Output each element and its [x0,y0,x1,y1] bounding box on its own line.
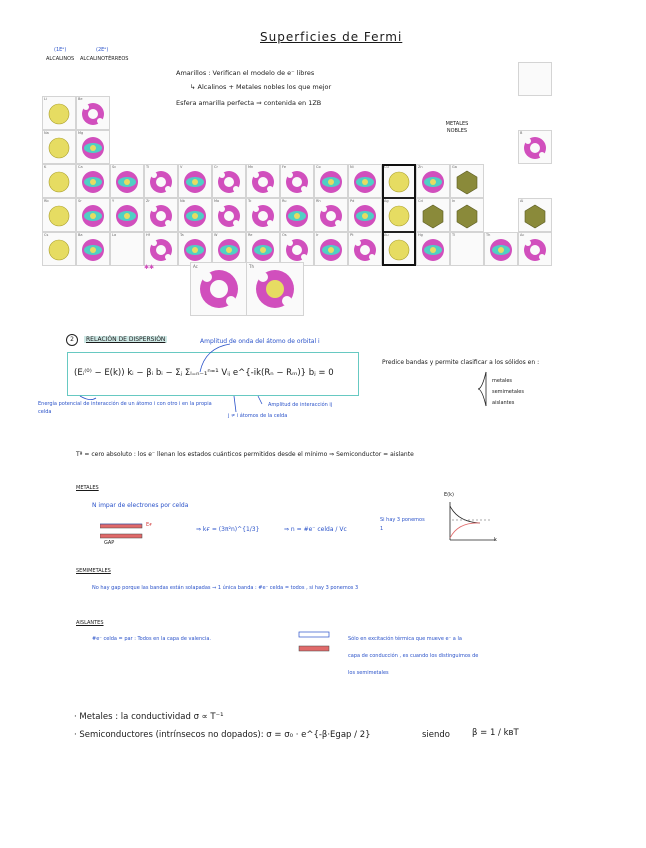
class-metales: metales [492,378,513,384]
element-symbol: Hf [146,233,150,237]
annotation-energia-potencial: Energía potencial de interacción de un átomo i con otro i en la propia celda [38,401,212,415]
band-diagram-insulator [298,630,332,654]
group2-name: ALCALINOTÉRREOS [80,56,129,62]
element-symbol: Y [112,199,115,203]
t0-statement: Tª = cero absoluto : los e⁻ llenan los estados cuánticos permitidos desde el mínimo ⇒ Semiconductor = aislante [76,451,414,458]
aislantes-heading: AISLANTES [76,620,104,626]
element-symbol: Ca [78,165,83,169]
ek-graph [440,496,500,546]
element-symbol: Mg [78,131,84,135]
element-symbol: Ta [180,233,184,237]
element-symbol: Cs [44,233,49,237]
element-symbol: Ac [193,264,198,269]
element-symbol: W [214,233,218,237]
element-symbol: Mo [214,199,220,203]
note-alcalinos: ↳ Alcalinos + Metales nobles los que mejor [190,83,332,91]
note-amarillos: Amarillos : Verifican el modelo de e⁻ libres [176,69,315,77]
aislantes-note-3: los semimetales [348,670,389,676]
element-symbol: Re [248,233,253,237]
conductividad-metales: · Metales : la conductividad σ ∝ T⁻¹ [74,712,224,722]
asterisk-marker: ✱✱ [144,264,155,271]
kf-formula: ⇒ kғ = (3π²n)^{1/3} [196,526,260,533]
element-symbol: Na [44,131,49,135]
dispersion-equation: (Eᵢ⁽⁰⁾ − E(k)) kᵢ − βᵢ bᵢ − Σⱼ Σₗ₌ₙ₋₁ⁿ⁼¹ Vᵢⱼ e^{-ik(Rₙ − Rₘ)} bⱼ = 0 [74,368,334,378]
element-symbol: Zn [418,165,423,169]
element-symbol: Li [44,97,47,101]
dispersion-header: RELACIÓN DE DISPERSIÓN [86,336,166,343]
element-symbol: Ac [520,233,525,237]
section-number: 2 [66,334,78,346]
aislantes-line: #e⁻ celda = par : Todos en la capa de valencia. [92,636,211,642]
element-symbol: In [452,199,456,203]
annotation-j-atoms: j ≠ i átomos de la celda [228,413,288,419]
element-symbol: Cr [214,165,218,169]
element-symbol: Ba [78,233,83,237]
element-symbol: K [44,165,47,169]
annotation-amplitude-orbital: Amplitud de onda del átomo de orbital i [200,338,320,345]
si-hay-note: Si hay 3 ponemos 1 [380,517,425,532]
element-symbol: Be [78,97,83,101]
semimetales-heading: SEMIMETALES [76,568,111,574]
element-symbol: Th [486,233,491,237]
siendo-label: siendo [422,730,451,740]
element-symbol: Tc [248,199,252,203]
beta-definition: β = 1 / kʙT [472,728,519,738]
semimetales-line: No hay gap porque las bandas están solapadas ⇒ 1 única banda : #e⁻ celda = todos , si hay 3 ponemos 3 [92,585,359,591]
element-symbol: Cd [418,199,423,203]
conductividad-semiconductores: · Semiconductores (intrínsecos no dopados): σ = σ₀ · e^{-β·Egap / 2} [74,730,371,740]
fermi-level-label: Eғ [146,522,153,528]
element-symbol: Sr [78,199,82,203]
ek-axis-label: E(k) [444,492,454,498]
element-symbol: Ti [146,165,150,169]
predice-text: Predice bandas y permite clasificar a los sólidos en : [382,359,540,366]
element-symbol: Mn [248,165,254,169]
element-symbol: V [180,165,183,169]
element-symbol: Nb [180,199,185,203]
element-symbol: Ni [350,165,354,169]
element-symbol: Tl [452,233,456,237]
element-symbol: B [520,131,523,135]
element-symbol: Ir [316,233,319,237]
metales-nobles-label: METALES NOBLES [445,121,469,134]
page-title: Superficies de Fermi [260,30,403,44]
element-symbol: Zr [146,199,150,203]
gap-label: GAP [104,540,115,546]
k-axis-label: k [494,537,497,543]
aislantes-note-2: capa de conducción , es cuando los distinguimos de [348,653,479,659]
element-symbol: Sc [112,165,117,169]
element-symbol: Fe [282,165,286,169]
element-symbol: Pd [350,199,355,203]
group2-number: (2Eᵉ) [96,47,109,53]
element-symbol: Au [384,233,389,237]
element-symbol: Pt [350,233,354,237]
element-symbol: Os [282,233,287,237]
group1-number: (1Eᵉ) [54,47,67,53]
element-symbol: Co [316,165,321,169]
element-symbol: La [112,233,117,237]
element-symbol: Th [249,264,254,269]
aislantes-note-1: Sólo en excitación térmica que mueve e⁻ a la [348,636,462,642]
metales-heading: METALES [76,485,99,491]
n-formula: ⇒ n = #e⁻ celda / Vc [284,526,347,533]
element-symbol: Ru [282,199,287,203]
element-symbol: Ag [384,199,389,203]
group1-name: ALCALINOS [46,56,75,62]
class-semimetales: semimetales [492,389,524,395]
element-symbol: Ga [452,165,457,169]
note-esfera: Esfera amarilla perfecta ⇒ contenida en 1ZB [176,99,322,107]
element-symbol: Rh [316,199,321,203]
element-symbol: Hg [418,233,423,237]
class-aislantes: aislantes [492,400,515,406]
metales-impar: N impar de electrones por celda [92,502,189,509]
element-symbol: Al [520,199,524,203]
element-symbol: Rb [44,199,49,203]
element-symbol: Cu [384,165,389,169]
annotation-amplitud-interaccion: Amplitud de interacción ij [268,402,333,408]
